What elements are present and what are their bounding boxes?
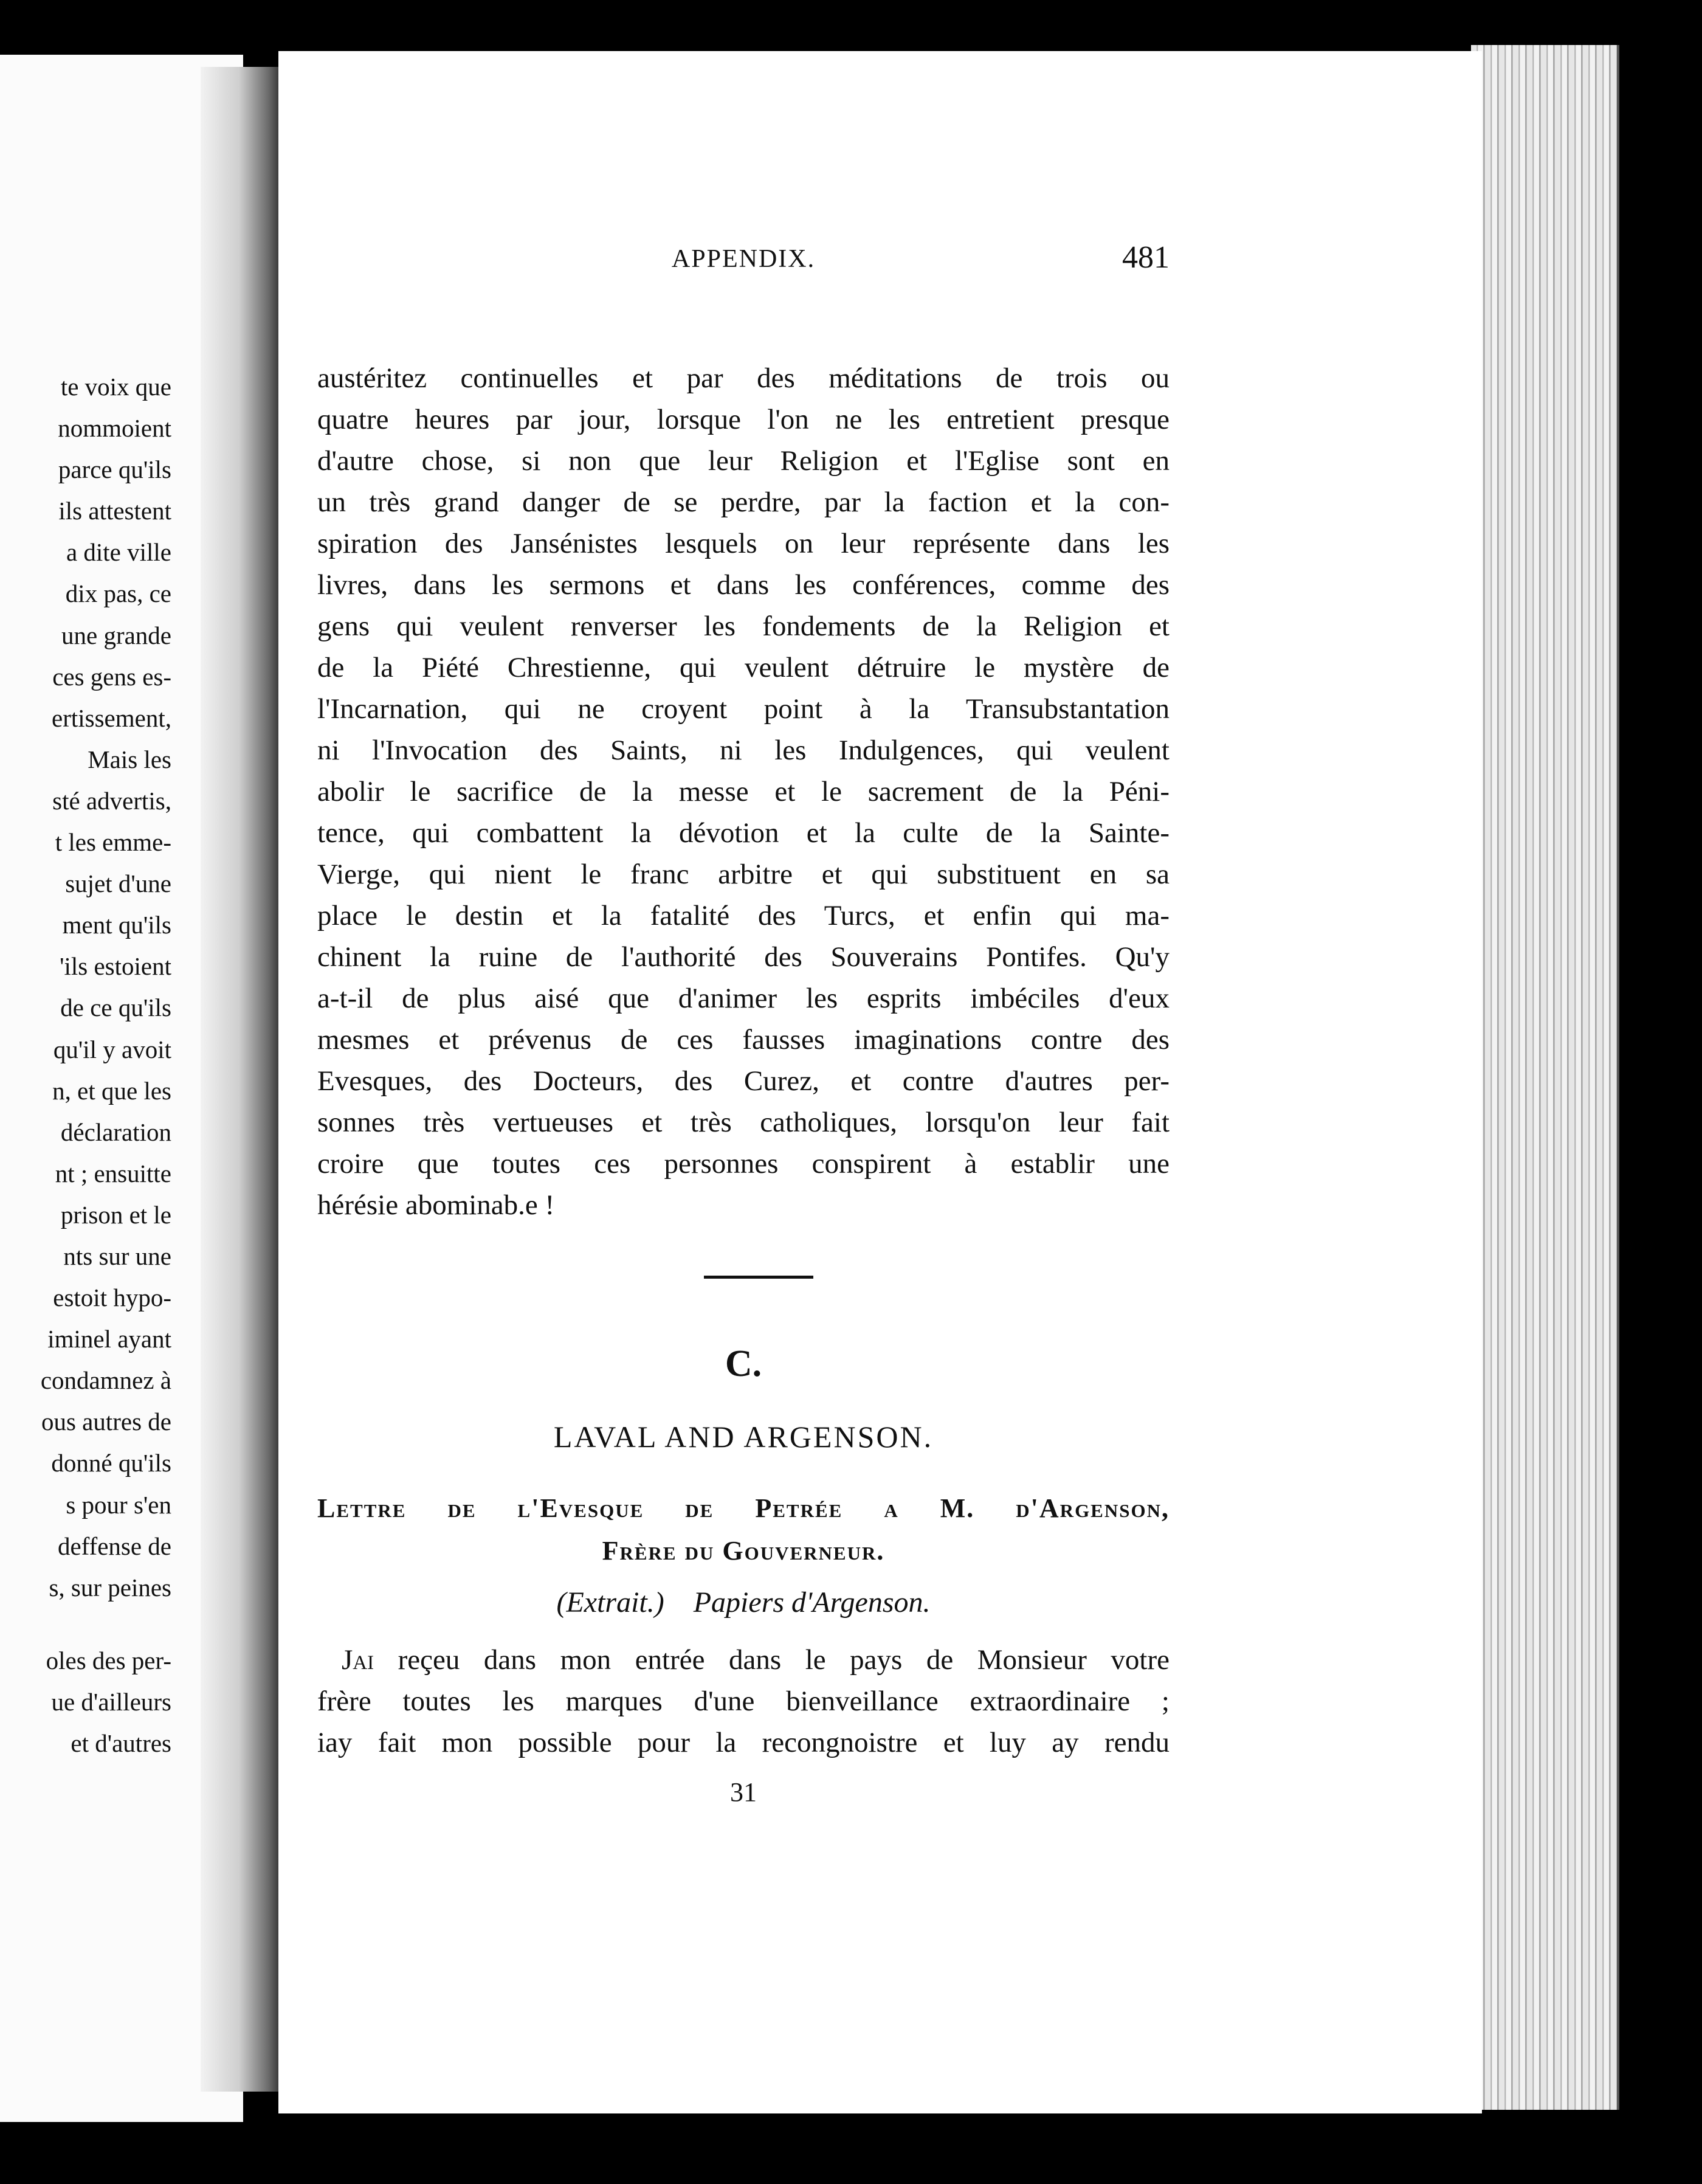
left-page-line: ces gens es- [52,662,171,691]
body-line: d'autre chose, si non que leur Religion et l'Eglise sont en [317,445,1170,477]
body-line: place le destin et la fatalité des Turcs, et enfin qui ma- [317,900,1170,931]
left-page-line: oles des per- [46,1646,171,1674]
body-paragraph [317,358,1170,1226]
left-page-line: ils attestent [58,497,171,525]
letter-first-line-text: reçeu dans mon entrée dans le pays de Monsieur votre [374,1644,1170,1676]
body-line: mesmes et prévenus de ces fausses imaginations contre des [317,1024,1170,1056]
letter-body-line: frère toutes les marques d'une bienveillance extraordinaire ; [317,1685,1170,1717]
body-line: sonnes très vertueuses et très catholiques, lorsqu'on leur fait [317,1107,1170,1138]
body-line: gens qui veulent renverser les fondements de la Religion et [317,610,1170,642]
source-extract: (Extrait.) [556,1586,664,1619]
left-page-line: s pour s'en [66,1490,171,1519]
left-page-line: parce qu'ils [58,455,171,484]
left-page-line: nts sur une [63,1242,171,1270]
left-page-line: ment qu'ils [62,911,171,939]
letter-heading-line: Lettre de l'Evesque de Petrée a M. d'Argenson, [317,1493,1170,1523]
source-line [317,1586,1170,1619]
left-page-line: déclaration [60,1118,171,1146]
left-page-line: donné qu'ils [51,1449,171,1477]
left-page-line: qu'il y avoit [53,1035,171,1063]
left-page-line: prison et le [60,1200,171,1229]
left-page-line: nt ; ensuitte [55,1159,171,1187]
left-page-line: Mais les [88,745,171,773]
left-page-line: iminel ayant [47,1325,171,1353]
left-page-line: estoit hypo- [53,1284,171,1312]
body-line: austéritez continuelles et par des méditations de trois ou [317,362,1170,394]
letter-body-line: iay fait mon possible pour la recongnoistre et luy ay rendu [317,1727,1170,1758]
left-page-line: ue d'ailleurs [51,1687,171,1716]
section-letter: C. [725,1343,762,1384]
left-page-line: ertissement, [52,703,171,732]
main-page [278,51,1482,2113]
letter-body-line [317,1639,1170,1681]
body-line: de la Piété Chrestienne, qui veulent détruire le mystère de [317,652,1170,683]
left-page-line: sujet d'une [65,869,171,898]
left-page-line: n, et que les [52,1076,171,1105]
page-number: 481 [1122,240,1170,275]
letter-opening-word: Jai [342,1644,374,1676]
body-line: a-t-il de plus aisé que d'animer les esprits imbéciles d'eux [317,983,1170,1014]
signature-mark: 31 [730,1777,757,1807]
letter-heading [317,1487,1170,1572]
left-page-line: de ce qu'ils [60,994,171,1022]
section-divider [704,1276,813,1279]
letter-body [317,1639,1170,1763]
body-line: chinent la ruine de l'authorité des Souverains Pontifes. Qu'y [317,941,1170,973]
left-page-line: et d'autres [71,1729,171,1757]
letter-heading-line: Frère du Gouverneur. [602,1536,885,1566]
body-line: un très grand danger de se perdre, par la faction et la con- [317,486,1170,518]
book-gutter-shadow [201,67,286,2092]
body-line: tence, qui combattent la dévotion et la culte de la Sainte- [317,817,1170,849]
left-page-line: une grande [61,621,171,649]
left-page-line: deffense de [57,1532,171,1560]
left-page-line: t les emme- [55,828,171,857]
section-title: LAVAL AND ARGENSON. [553,1420,934,1454]
left-page-line: s, sur peines [49,1573,171,1602]
left-page-line: nommoient [58,414,171,443]
source-papers: Papiers d'Argenson. [693,1586,931,1619]
body-line: abolir le sacrifice de la messe et le sacrement de la Péni- [317,776,1170,807]
left-page-line: a dite ville [66,538,171,567]
body-line: quatre heures par jour, lorsque l'on ne les entretient presque [317,404,1170,435]
running-title: APPENDIX. [671,245,816,273]
body-line: livres, dans les sermons et dans les conférences, comme des [317,569,1170,601]
left-page-line: te voix que [60,373,171,401]
body-line: Vierge, qui nient le franc arbitre et qui substituent en sa [317,859,1170,890]
body-line: spiration des Jansénistes lesquels on leur représente dans les [317,528,1170,559]
page-edges [1471,45,1619,2110]
left-page-line: ous autres de [41,1408,171,1436]
running-head [317,238,1170,281]
body-line: croire que toutes ces personnes conspirent à establir une [317,1148,1170,1180]
left-page-line: sté advertis, [52,786,171,815]
body-line: l'Incarnation, qui ne croyent point à la Transubstantation [317,693,1170,725]
body-line: Evesques, des Docteurs, des Curez, et contre d'autres per- [317,1065,1170,1097]
body-line: ni l'Invocation des Saints, ni les Indulgences, qui veulent [317,734,1170,766]
left-page-line: 'ils estoient [60,952,171,981]
body-line: hérésie abominab.e ! [317,1189,555,1221]
left-page-line: dix pas, ce [65,579,171,608]
left-page-text [41,366,171,1764]
left-page-line: condamnez à [40,1366,171,1395]
